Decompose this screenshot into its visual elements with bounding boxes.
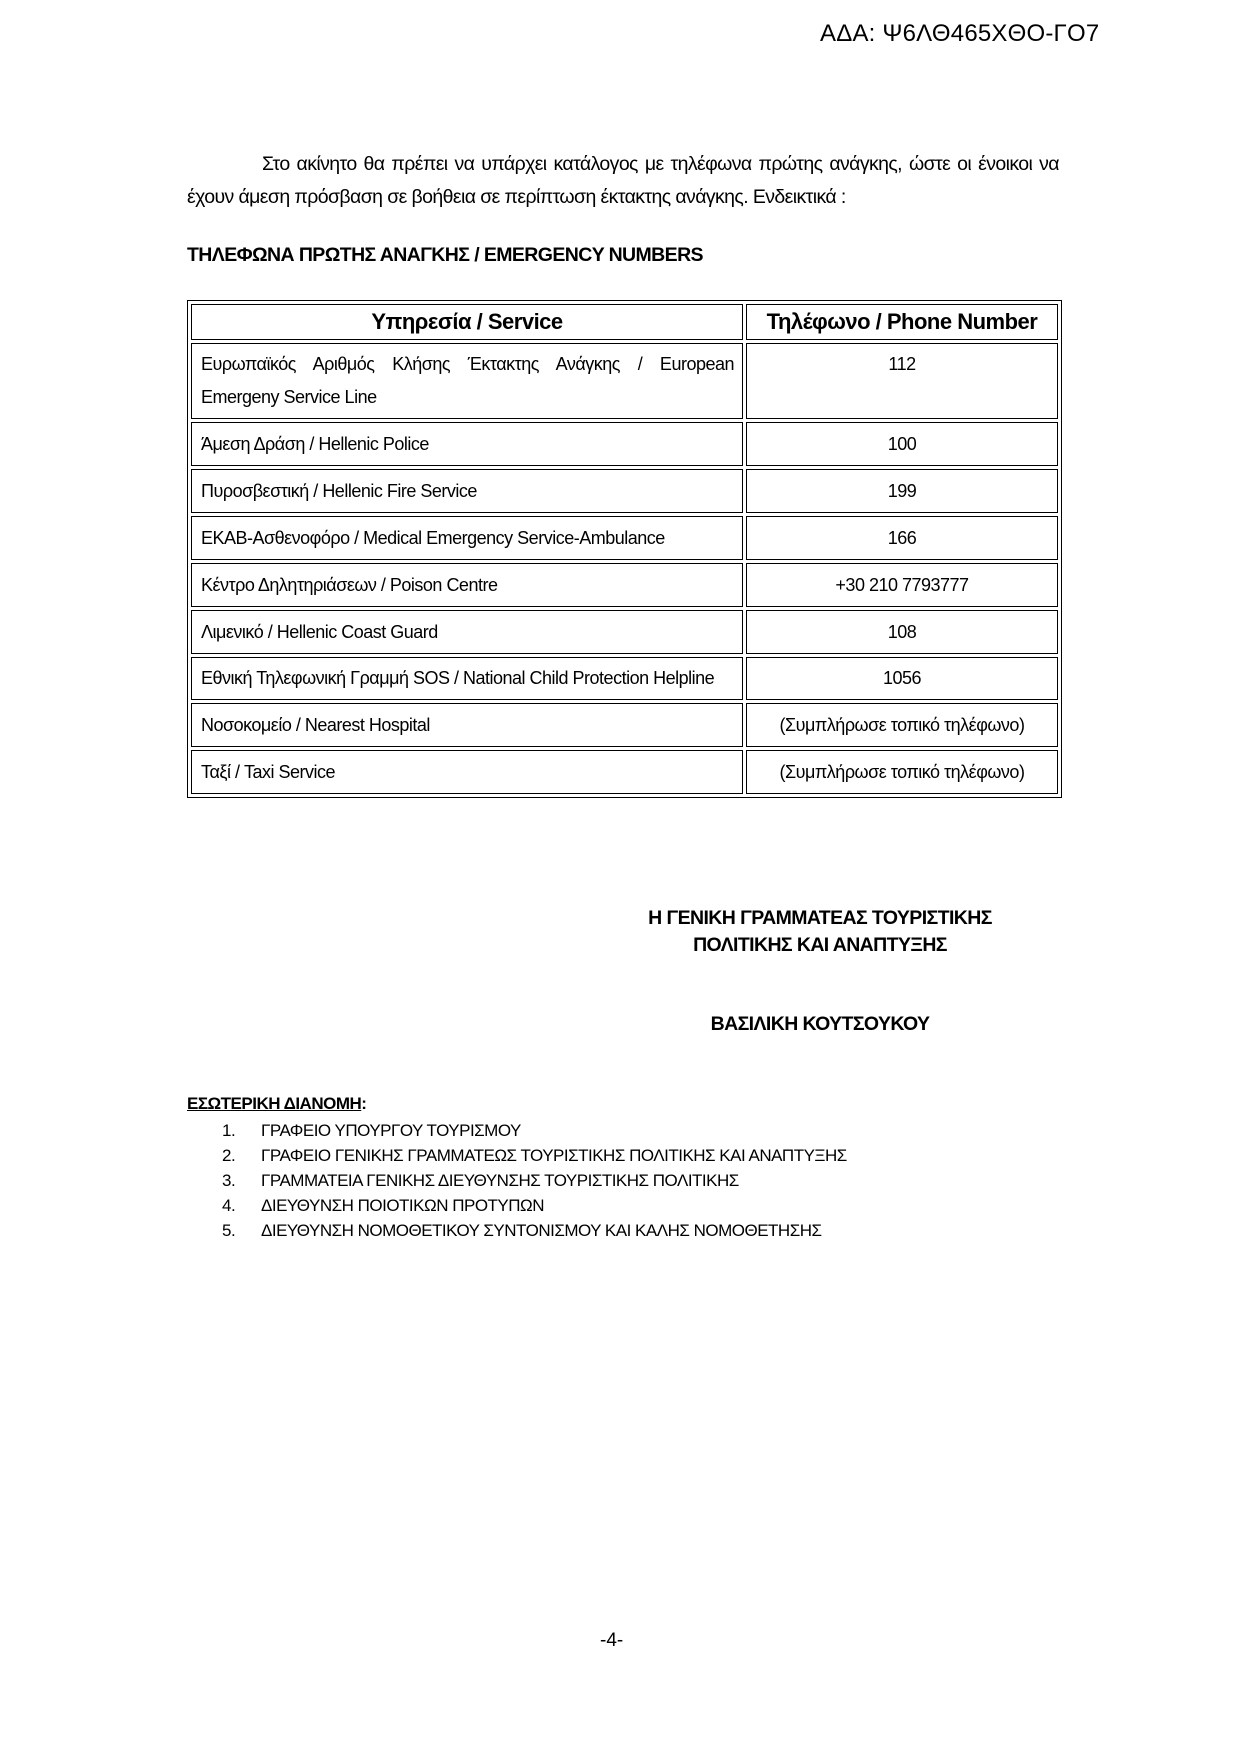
list-item — [222, 1143, 847, 1168]
table-row — [191, 750, 1058, 794]
list-item — [222, 1118, 847, 1143]
service-cell: Εθνική Τηλεφωνική Γραμμή SOS / National Child Protection Helpline — [191, 657, 743, 700]
table-row — [191, 516, 1058, 560]
intro-paragraph — [187, 148, 1059, 214]
list-text: ΔΙΕΥΘΥΝΣΗ ΠΟΙΟΤΙΚΩΝ ΠΡΟΤΥΠΩΝ — [261, 1196, 545, 1215]
list-number: 4. — [222, 1196, 236, 1215]
table-row — [191, 657, 1058, 700]
service-cell: Άμεση Δράση / Hellenic Police — [191, 422, 743, 466]
phone-cell: 108 — [746, 610, 1058, 654]
service-cell: ΕΚΑΒ-Ασθενοφόρο / Medical Emergency Service-Ambulance — [191, 516, 743, 560]
list-text: ΔΙΕΥΘΥΝΣΗ ΝΟΜΟΘΕΤΙΚΟΥ ΣΥΝΤΟΝΙΣΜΟΥ ΚΑΙ ΚΑΛΗΣ ΝΟΜΟΘΕΤΗΣΗΣ — [261, 1221, 822, 1240]
section-heading: ΤΗΛΕΦΩΝΑ ΠΡΩΤΗΣ ΑΝΑΓΚΗΣ / EMERGENCY NUMBERS — [187, 244, 703, 266]
header-phone: Τηλέφωνο / Phone Number — [746, 304, 1058, 340]
list-number: 5. — [222, 1221, 236, 1240]
signatory-title — [600, 905, 1040, 959]
list-text: ΓΡΑΜΜΑΤΕΙΑ ΓΕΝΙΚΗΣ ΔΙΕΥΘΥΝΣΗΣ ΤΟΥΡΙΣΤΙΚΗΣ ΠΟΛΙΤΙΚΗΣ — [261, 1171, 739, 1190]
ada-code: ΑΔΑ: Ψ6ΛΘ465ΧΘΟ-ΓΟ7 — [820, 20, 1100, 47]
service-cell: Ταξί / Taxi Service — [191, 750, 743, 794]
phone-cell: 166 — [746, 516, 1058, 560]
signatory-title-line2: ΠΟΛΙΤΙΚΗΣ ΚΑΙ ΑΝΑΠΤΥΞΗΣ — [693, 934, 947, 956]
header-service: Υπηρεσία / Service — [191, 304, 743, 340]
emergency-numbers-table — [187, 300, 1062, 798]
table-row — [191, 469, 1058, 513]
table-row — [191, 703, 1058, 747]
signatory-name: ΒΑΣΙΛΙΚΗ ΚΟΥΤΣΟΥΚΟΥ — [710, 1013, 930, 1035]
distribution-title-text: ΕΣΩΤΕΡΙΚΗ ΔΙΑΝΟΜΗ — [187, 1094, 362, 1113]
list-item — [222, 1193, 847, 1218]
distribution-list — [222, 1118, 847, 1243]
intro-text: Στο ακίνητο θα πρέπει να υπάρχει κατάλογος με τηλέφωνα πρώτης ανάγκης, ώστε οι ένοικοι να έχουν άμεση πρόσβαση σε βοήθεια σε περίπτωση έκτακτης ανάγκης. Ενδεικτικά : — [187, 153, 1059, 208]
table-row — [191, 610, 1058, 654]
list-text: ΓΡΑΦΕΙΟ ΓΕΝΙΚΗΣ ΓΡΑΜΜΑΤΕΩΣ ΤΟΥΡΙΣΤΙΚΗΣ ΠΟΛΙΤΙΚΗΣ ΚΑΙ ΑΝΑΠΤΥΞΗΣ — [261, 1146, 847, 1165]
service-cell: Ευρωπαϊκός Αριθμός Κλήσης Έκτακτης Ανάγκης / European Emergeny Service Line — [191, 343, 743, 419]
table-row — [191, 343, 1058, 419]
table-row — [191, 563, 1058, 607]
phone-cell: 199 — [746, 469, 1058, 513]
phone-cell: 100 — [746, 422, 1058, 466]
table-row — [191, 422, 1058, 466]
list-number: 3. — [222, 1171, 236, 1190]
service-cell: Λιμενικό / Hellenic Coast Guard — [191, 610, 743, 654]
list-text: ΓΡΑΦΕΙΟ ΥΠΟΥΡΓΟΥ ΤΟΥΡΙΣΜΟΥ — [261, 1121, 521, 1140]
distribution-title-colon: : — [361, 1094, 367, 1113]
distribution-title — [187, 1094, 366, 1114]
signatory-title-line1: Η ΓΕΝΙΚΗ ΓΡΑΜΜΑΤΕΑΣ ΤΟΥΡΙΣΤΙΚΗΣ — [648, 907, 992, 929]
list-number: 1. — [222, 1121, 236, 1140]
table-header-row — [191, 304, 1058, 340]
service-cell: Πυροσβεστική / Hellenic Fire Service — [191, 469, 743, 513]
phone-cell: +30 210 7793777 — [746, 563, 1058, 607]
phone-cell: (Συμπλήρωσε τοπικό τηλέφωνο) — [746, 703, 1058, 747]
page-number: -4- — [600, 1630, 624, 1651]
phone-cell: (Συμπλήρωσε τοπικό τηλέφωνο) — [746, 750, 1058, 794]
service-cell: Νοσοκομείο / Nearest Hospital — [191, 703, 743, 747]
list-item — [222, 1168, 847, 1193]
list-item — [222, 1218, 847, 1243]
phone-cell: 1056 — [746, 657, 1058, 700]
service-cell: Κέντρο Δηλητηριάσεων / Poison Centre — [191, 563, 743, 607]
phone-cell: 112 — [746, 343, 1058, 419]
list-number: 2. — [222, 1146, 236, 1165]
